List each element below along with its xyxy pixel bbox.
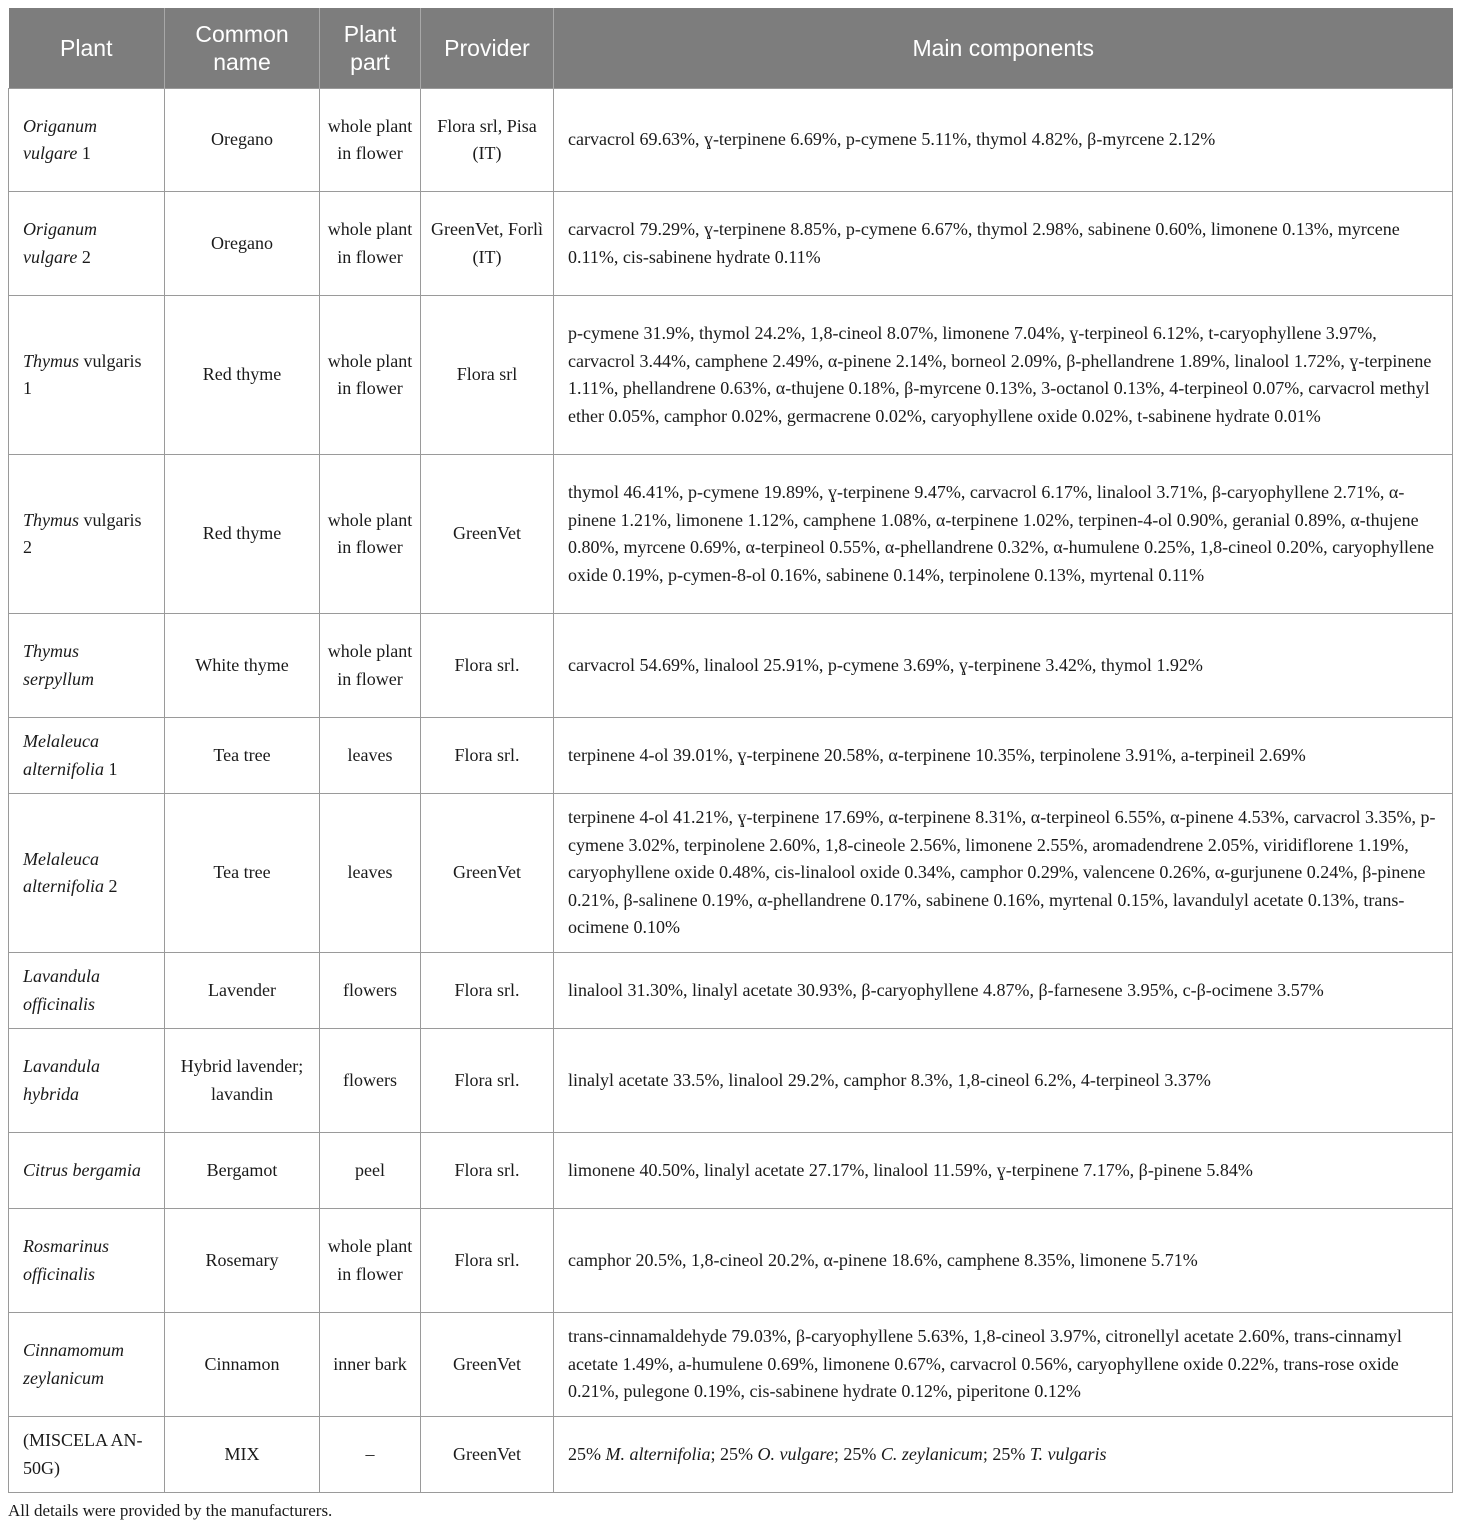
provider-cell: GreenVet <box>421 794 554 953</box>
common-name-cell: Rosemary <box>165 1209 320 1313</box>
provider-cell: Flora srl. <box>421 718 554 794</box>
plant-part-cell: whole plant in flower <box>320 89 421 192</box>
plant-suffix: 1 <box>104 758 118 779</box>
plant-name: Origanum vulgare <box>23 219 98 267</box>
plant-part-cell: flowers <box>320 1029 421 1133</box>
plant-cell <box>9 953 165 1029</box>
plant-cell <box>9 1133 165 1209</box>
header-common-name: Common name <box>165 8 320 89</box>
components-cell: linalool 31.30%, linalyl acetate 30.93%, β-caryophyllene 4.87%, β-farnesene 3.95%, c-β-ocimene 3.57% <box>554 953 1453 1029</box>
plant-name: Thymus <box>23 509 80 530</box>
plant-name: Thymus <box>23 350 80 371</box>
header-row <box>9 8 1453 89</box>
plant-suffix: 1 <box>77 143 91 163</box>
table-row <box>9 1029 1453 1133</box>
plant-name: Rosmarinus officinalis <box>23 1236 110 1284</box>
provider-cell: Flora srl. <box>421 1133 554 1209</box>
components-cell: limonene 40.50%, linalyl acetate 27.17%, linalool 11.59%, ɣ-terpinene 7.17%, β-pinene 5.84% <box>554 1133 1453 1209</box>
header-main-components: Main components <box>554 8 1453 89</box>
table-row <box>9 455 1453 614</box>
provider-cell: GreenVet <box>421 455 554 614</box>
common-name-cell: Oregano <box>165 89 320 192</box>
provider-cell: GreenVet <box>421 1313 554 1417</box>
mix-species: M. alternifolia <box>605 1443 711 1464</box>
table-container <box>8 8 1452 1521</box>
provider-cell: Flora srl. <box>421 1029 554 1133</box>
plant-cell <box>9 192 165 296</box>
plant-part-cell: whole plant in flower <box>320 192 421 296</box>
components-cell: camphor 20.5%, 1,8-cineol 20.2%, α-pinene 18.6%, camphene 8.35%, limonene 5.71% <box>554 1209 1453 1313</box>
plant-suffix: 2 <box>104 876 118 896</box>
table-row <box>9 614 1453 718</box>
header-provider: Provider <box>421 8 554 89</box>
common-name-cell: Red thyme <box>165 296 320 455</box>
common-name-cell: White thyme <box>165 614 320 718</box>
provider-cell: Flora srl. <box>421 614 554 718</box>
common-name-cell: Tea tree <box>165 718 320 794</box>
plant-part-cell: whole plant in flower <box>320 455 421 614</box>
provider-cell: Flora srl. <box>421 1209 554 1313</box>
common-name-cell: Cinnamon <box>165 1313 320 1417</box>
table-row <box>9 1133 1453 1209</box>
plant-part-cell: flowers <box>320 953 421 1029</box>
provider-cell: Flora srl, Pisa (IT) <box>421 89 554 192</box>
components-cell: carvacrol 79.29%, ɣ-terpinene 8.85%, p-cymene 6.67%, thymol 2.98%, sabinene 0.60%, limonene 0.13%, myrcene 0.11%, cis-sabinene hydrate 0.11% <box>554 192 1453 296</box>
table-row <box>9 192 1453 296</box>
components-cell: carvacrol 69.63%, ɣ-terpinene 6.69%, p-cymene 5.11%, thymol 4.82%, β-myrcene 2.12% <box>554 89 1453 192</box>
components-cell: terpinene 4-ol 39.01%, ɣ-terpinene 20.58%, α-terpinene 10.35%, terpinolene 3.91%, a-terpineil 2.69% <box>554 718 1453 794</box>
components-table <box>8 8 1453 1493</box>
plant-name: Lavandula officinalis <box>23 966 101 1014</box>
table-row <box>9 953 1453 1029</box>
common-name-cell: MIX <box>165 1417 320 1493</box>
table-row <box>9 296 1453 455</box>
plant-name: Melaleuca alternifolia <box>23 731 104 779</box>
plant-part-cell: inner bark <box>320 1313 421 1417</box>
plant-name: Cinnamomum zeylanicum <box>23 1340 125 1388</box>
plant-cell <box>9 89 165 192</box>
plant-cell: (MISCELA AN-50G) <box>9 1417 165 1493</box>
components-cell: terpinene 4-ol 41.21%, ɣ-terpinene 17.69%, α-terpinene 8.31%, α-terpineol 6.55%, α-pinene 4.53%, carvacrol 3.35%, p-cymene 3.02%, terpinolene 2.60%, 1,8-cineole 2.56%, limonene 2.55%, aromadendrene 2.05%, viridiflorene 1.19%, caryophyllene oxide 0.48%, cis-linalool oxide 0.34%, camphor 0.29%, valencene 0.26%, α-gurjunene 0.24%, β-pinene 0.21%, β-salinene 0.19%, α-phellandrene 0.17%, sabinene 0.16%, myrtenal 0.15%, lavandulyl acetate 0.13%, trans-ocimene 0.10% <box>554 794 1453 953</box>
plant-part-cell: leaves <box>320 794 421 953</box>
components-cell: carvacrol 54.69%, linalool 25.91%, p-cymene 3.69%, ɣ-terpinene 3.42%, thymol 1.92% <box>554 614 1453 718</box>
common-name-cell: Bergamot <box>165 1133 320 1209</box>
plant-cell <box>9 455 165 614</box>
header-plant-part: Plant part <box>320 8 421 89</box>
mix-species: O. vulgare <box>757 1443 834 1464</box>
components-cell: trans-cinnamaldehyde 79.03%, β-caryophyllene 5.63%, 1,8-cineol 3.97%, citronellyl acetate 2.60%, trans-cinnamyl acetate 1.49%, a-humulene 0.69%, limonene 0.67%, carvacrol 0.56%, caryophyllene oxide 0.22%, trans-rose oxide 0.21%, pulegone 0.19%, cis-sabinene hydrate 0.12%, piperitone 0.12% <box>554 1313 1453 1417</box>
plant-cell <box>9 296 165 455</box>
mix-species: T. vulgaris <box>1029 1443 1107 1464</box>
plant-name: Citrus bergamia <box>23 1159 141 1180</box>
plant-suffix: vulgaris 2 <box>23 509 142 557</box>
mix-part: ; 25% <box>982 1443 1030 1464</box>
provider-cell: GreenVet, Forlì (IT) <box>421 192 554 296</box>
plant-cell <box>9 614 165 718</box>
plant-name: Origanum vulgare <box>23 115 98 163</box>
table-row <box>9 89 1453 192</box>
components-cell <box>554 1417 1453 1493</box>
plant-name: Thymus serpyllum <box>23 641 94 689</box>
table-row <box>9 794 1453 953</box>
provider-cell: Flora srl. <box>421 953 554 1029</box>
table-row-mix <box>9 1417 1453 1493</box>
components-cell: thymol 46.41%, p-cymene 19.89%, ɣ-terpinene 9.47%, carvacrol 6.17%, linalool 3.71%, β-caryophyllene 2.71%, α-pinene 1.21%, limonene 1.12%, camphene 1.08%, α-terpinene 1.02%, terpinen-4-ol 0.90%, geranial 0.89%, α-thujene 0.80%, myrcene 0.69%, α-terpineol 0.55%, α-phellandrene 0.32%, α-humulene 0.25%, 1,8-cineol 0.20%, caryophyllene oxide 0.19%, p-cymen-8-ol 0.16%, sabinene 0.14%, terpinolene 0.13%, myrtenal 0.11% <box>554 455 1453 614</box>
mix-species: C. zeylanicum <box>880 1443 983 1464</box>
plant-cell <box>9 718 165 794</box>
provider-cell: GreenVet <box>421 1417 554 1493</box>
plant-cell <box>9 1029 165 1133</box>
table-row <box>9 718 1453 794</box>
components-cell: linalyl acetate 33.5%, linalool 29.2%, camphor 8.3%, 1,8-cineol 6.2%, 4-terpineol 3.37% <box>554 1029 1453 1133</box>
plant-name: Lavandula hybrida <box>23 1056 101 1104</box>
mix-part: 25% <box>568 1443 606 1464</box>
common-name-cell: Tea tree <box>165 794 320 953</box>
table-footnote: All details were provided by the manufacturers. <box>8 1501 333 1520</box>
plant-part-cell: leaves <box>320 718 421 794</box>
table-row <box>9 1209 1453 1313</box>
provider-cell: Flora srl <box>421 296 554 455</box>
plant-suffix: 2 <box>77 246 91 267</box>
common-name-cell: Hybrid lavender; lavandin <box>165 1029 320 1133</box>
common-name-cell: Lavender <box>165 953 320 1029</box>
plant-part-cell: – <box>320 1417 421 1493</box>
mix-part: ; 25% <box>710 1443 758 1464</box>
plant-part-cell: peel <box>320 1133 421 1209</box>
plant-cell <box>9 1209 165 1313</box>
header-plant: Plant <box>9 8 165 89</box>
plant-name: Melaleuca alternifolia <box>23 848 104 896</box>
plant-part-cell: whole plant in flower <box>320 296 421 455</box>
plant-suffix: vulgaris 1 <box>23 350 142 398</box>
common-name-cell: Oregano <box>165 192 320 296</box>
common-name-cell: Red thyme <box>165 455 320 614</box>
mix-part: ; 25% <box>833 1443 881 1464</box>
plant-part-cell: whole plant in flower <box>320 1209 421 1313</box>
table-row <box>9 1313 1453 1417</box>
plant-part-cell: whole plant in flower <box>320 614 421 718</box>
components-cell: p-cymene 31.9%, thymol 24.2%, 1,8-cineol 8.07%, limonene 7.04%, ɣ-terpineol 6.12%, t-caryophyllene 3.97%, carvacrol 3.44%, camphene 2.49%, α-pinene 2.14%, borneol 2.09%, β-phellandrene 1.89%, linalool 1.72%, ɣ-terpinene 1.11%, phellandrene 0.63%, α-thujene 0.18%, β-myrcene 0.13%, 3-octanol 0.13%, 4-terpineol 0.07%, carvacrol methyl ether 0.05%, camphor 0.02%, germacrene 0.02%, caryophyllene oxide 0.02%, t-sabinene hydrate 0.01% <box>554 296 1453 455</box>
plant-cell <box>9 1313 165 1417</box>
plant-cell <box>9 794 165 953</box>
